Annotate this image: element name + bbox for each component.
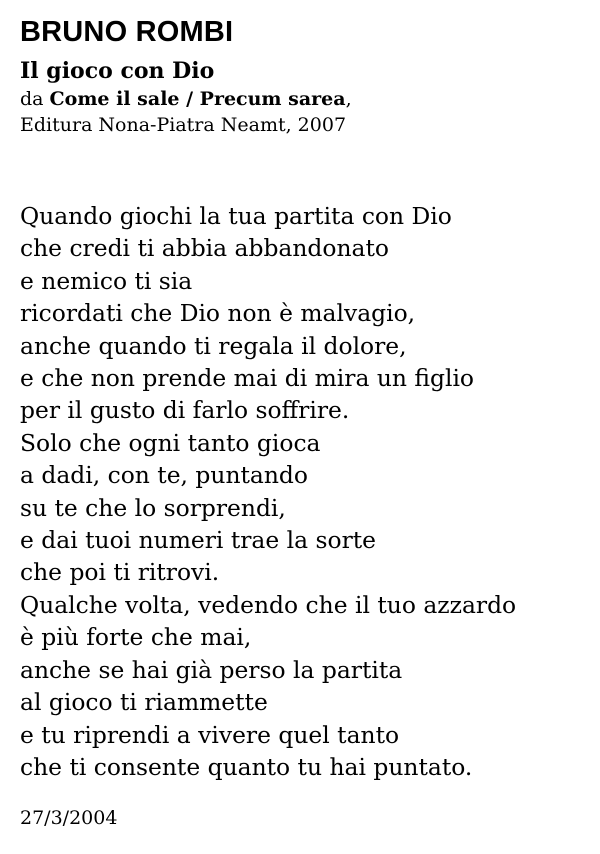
- author-name: BRUNO ROMBI: [20, 16, 234, 48]
- poem-line: e che non prende mai di mira un figlio: [20, 364, 475, 393]
- publisher-line: Editura Nona-Piatra Neamt, 2007: [20, 114, 347, 136]
- poem-title: Il gioco con Dio: [20, 58, 215, 84]
- poem-line: Quando giochi la tua partita con Dio: [20, 202, 452, 230]
- poem-line: Qualche volta, vedendo che il tuo azzardo: [20, 590, 517, 619]
- poem-line: e tu riprendi a vivere quel tanto: [20, 720, 400, 749]
- source-suffix: ,: [345, 88, 352, 110]
- source-prefix: da: [20, 88, 50, 110]
- poem-line: anche quando ti regala il dolore,: [20, 331, 407, 360]
- poem-line: che poi ti ritrovi.: [20, 558, 220, 587]
- poem-line: e nemico ti sia: [20, 266, 193, 295]
- poem-line: su te che lo sorprendi,: [20, 493, 286, 522]
- poem-page: [20, 14, 590, 831]
- poem-line: che credi ti abbia abbandonato: [20, 234, 389, 263]
- poem-body: [20, 200, 590, 783]
- poem-date: 27/3/2004: [20, 807, 118, 830]
- poem-line: a dadi, con te, puntando: [20, 461, 308, 490]
- source-book-title: Come il sale / Precum sarea: [49, 88, 346, 110]
- poem-line: ricordati che Dio non è malvagio,: [20, 299, 416, 328]
- poem-line: per il gusto di farlo soffrire.: [20, 396, 350, 425]
- poem-line: anche se hai già perso la partita: [20, 655, 403, 684]
- poem-line: al gioco ti riammette: [20, 688, 268, 717]
- poem-line: Solo che ogni tanto gioca: [20, 428, 321, 457]
- poem-line: e dai tuoi numeri trae la sorte: [20, 526, 376, 555]
- source-line: [20, 86, 590, 112]
- poem-line: che ti consente quanto tu hai puntato.: [20, 752, 473, 781]
- poem-line: è più forte che mai,: [20, 623, 252, 652]
